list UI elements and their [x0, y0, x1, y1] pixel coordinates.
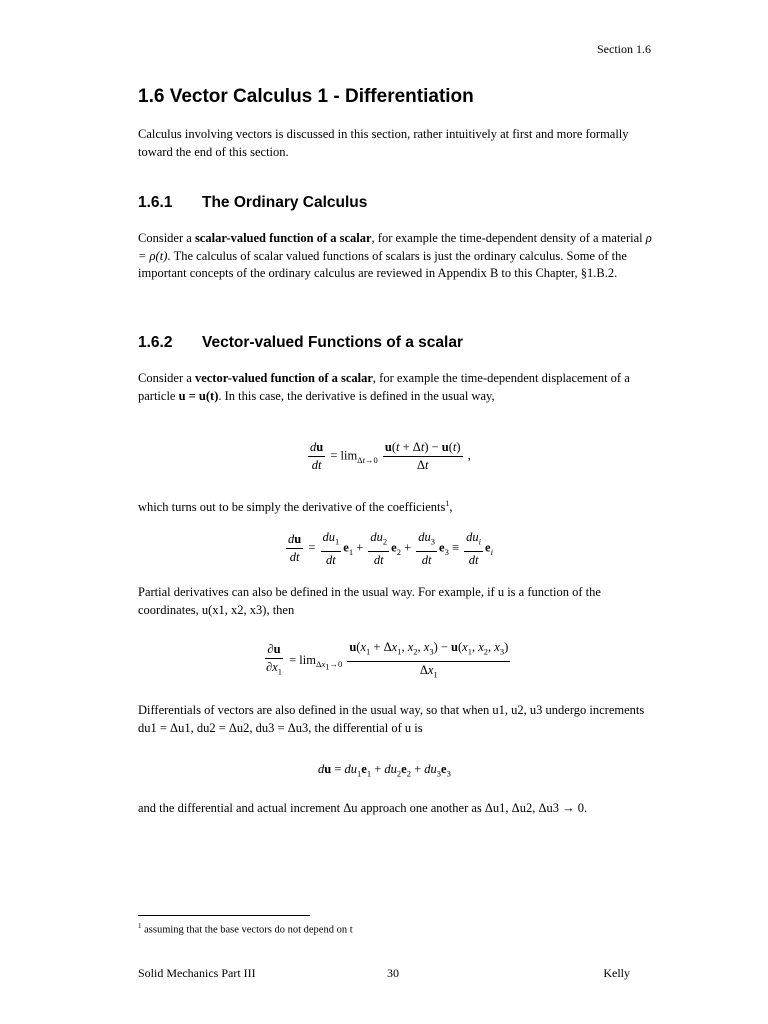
paragraph-vector-valued: Consider a vector-valued function of a scalar, for example the time-dependent displacement of a particle u = u(t). In this case, the derivative is defined in the usual way, [138, 371, 630, 403]
footnote-ref: 1 [445, 499, 450, 508]
footnote-rule [138, 915, 310, 916]
paragraph-differentials: Differentials of vectors are also defined in the usual way, so that when u1, u2, u3 undergo increments du1 = Δu1, du2 = Δu2, du3 = Δu3, the differential of u is [138, 703, 645, 735]
section-number: 1.6.1 [138, 194, 173, 211]
equation-differential: du = $du_1e_1 + du_2e_2 + du_3e_3$ [318, 762, 451, 779]
footer-right: Kelly [603, 966, 630, 980]
equation-derivative-coefficients: $\frac{du}{dt}$ = $\frac{du_1}{dt}$ $e_1$ + $\frac{du_2}{dt}$ $e_2$ + $\frac{du_3}{dt}$ $e_3$ ≡ $\frac{du_i}{dt}$ $e_i$ [288, 530, 493, 567]
equation-derivative-definition: $\frac{du}{dt}$ = $\lim_{\Delta t\to 0}$ $\frac{u(t + \Delta t) - u(t)}{\Delta t}$ , [310, 440, 471, 472]
section-title: Vector-valued Functions of a scalar [202, 334, 463, 351]
page-number: 30 [387, 966, 399, 980]
section-heading-1-6-2 [138, 334, 463, 352]
equation-partial-derivative: $\frac{\partial u}{\partial x_1}$ = $\lim_{\Delta x_1\to 0}$ $\frac{u(x_1 + \Delta x_1, x_2, x_3) - u(x_1, x_2, x_3)}{\Delta x_1}$ [266, 640, 509, 679]
page-title: 1.6 Vector Calculus 1 - Differentiation [138, 86, 474, 107]
section-number: 1.6.2 [138, 334, 173, 351]
section-heading-1-6-1 [138, 194, 367, 212]
footer-left: Solid Mechanics Part III [138, 966, 256, 980]
paragraph-increment: and the differential and actual increment Δu approach one another as Δu1, Δu2, Δu3 → 0. [138, 801, 588, 815]
section-title: The Ordinary Calculus [202, 194, 368, 211]
running-header: Section 1.6 [597, 42, 651, 56]
paragraph-coefficients: which turns out to be simply the derivative of the coefficients$^1$, [138, 499, 453, 515]
footnote: $^1$ assuming that the base vectors do not depend on t [138, 922, 353, 936]
intro-paragraph: Calculus involving vectors is discussed in this section, rather intuitively at first and more formally toward the end of this section. [138, 127, 629, 159]
paragraph-ordinary-calculus: Consider a scalar-valued function of a scalar, for example the time-dependent density of a material ρ = ρ(t). The calculus of scalar valued functions of scalars is just the ordinary calculus. Some of the important concepts of the ordinary calculus are reviewed in Appendix B to this Chapter, §1.B.2. [138, 231, 652, 280]
paragraph-partial-derivatives: Partial derivatives can also be defined in the usual way. For example, if u is a function of the coordinates, u(x1, x2, x3), then [138, 585, 601, 617]
